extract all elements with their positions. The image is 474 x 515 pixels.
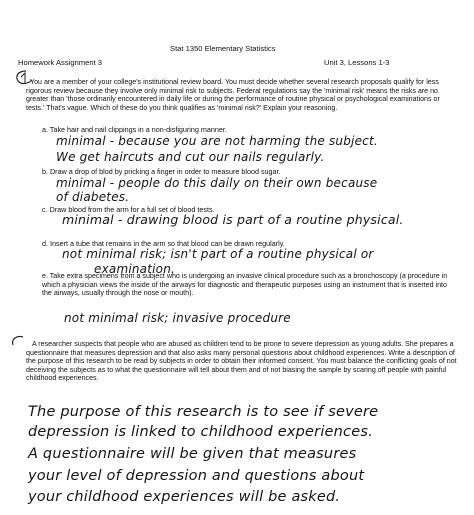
- question-2-answer-line-2: depression is linked to childhood experiences.: [28, 424, 373, 440]
- question-1a-label: a. Take hair and nail clippings in a non-disfiguring manner.: [42, 125, 227, 134]
- question-1b-label: b. Draw a drop of blod by pricking a finger in order to measure blood sugar.: [42, 167, 281, 176]
- question-1b-answer-line-2: of diabetes.: [56, 190, 130, 204]
- question-1e-answer-line-1: not minimal risk; invasive procedure: [64, 311, 291, 325]
- question-1b-answer-line-1: minimal - people do this daily on their own because: [56, 176, 378, 190]
- question-1e-label: e. Take extra specimens from a subject who is undergoing an invasive clinical procedure such as a bronchoscopy (a procedure in which a physician views the inside of the airways for diagnostic and therapeutic purposes using an instrument that is inserted into the airways, usually through the nose or mouth).: [42, 272, 448, 298]
- question-1c-answer-line-1: minimal - drawing blood is part of a routine physical.: [62, 212, 404, 227]
- course-title: Stat 1350 Elementary Statistics: [170, 44, 276, 53]
- question-2-answer-line-3: A questionnaire will be given that measures: [28, 446, 357, 462]
- question-1a-answer-line-1: minimal - because you are not harming the subject.: [56, 134, 378, 148]
- question-2-prompt: A researcher suspects that people who are abused as children tend to be prone to severe depression as young adults. She prepares a questionnaire that measures depression and that also asks many personal questions about childhood experiences. Write a description of the purpose of this research to be read by subjects in order to obtain their informed consent. You must balance the conflicting goals of not deceiving the subjects as to what the questionnaire will tell about them and of not biasing the sample by scaring off people with painful childhood experiences.: [26, 340, 457, 383]
- question-1a-answer-line-2: We get haircuts and cut our nails regularly.: [56, 150, 325, 164]
- question-1-intro: You are a member of your college's institutional review board. You must decide whether several research proposals qualify for less rigorous review because they involve only minimal risk to subjects. Federal regulations say the 'minimal risk' means the risks are no greater than 'those ordinarily encountered in daily life or during the performance of routine physical or psychological examinations or tests.' That's vague. Which of these do you think qualifies as 'minimal risk?' Explain your reasoning.: [26, 78, 440, 112]
- unit-label: Unit 3, Lessons 1-3: [324, 58, 390, 67]
- question-1d-answer-line-2: examination.: [94, 262, 176, 276]
- question-1d-label: d. Insert a tube that remains in the arm so that blood can be drawn regularly.: [42, 239, 285, 248]
- question-2-answer-line-4: your level of depression and questions about: [28, 468, 365, 484]
- question-1c-label: c. Draw blood from the arm for a full set of blood tests.: [42, 205, 215, 214]
- question-1d-answer-line-1: not minimal risk; isn't part of a routine physical or: [62, 247, 374, 261]
- question-2-answer-line-5: your childhood experiences will be asked.: [28, 489, 341, 505]
- question-2-answer-line-1: The purpose of this research is to see if severe: [28, 404, 379, 420]
- assignment-title: Homework Assignment 3: [18, 58, 102, 67]
